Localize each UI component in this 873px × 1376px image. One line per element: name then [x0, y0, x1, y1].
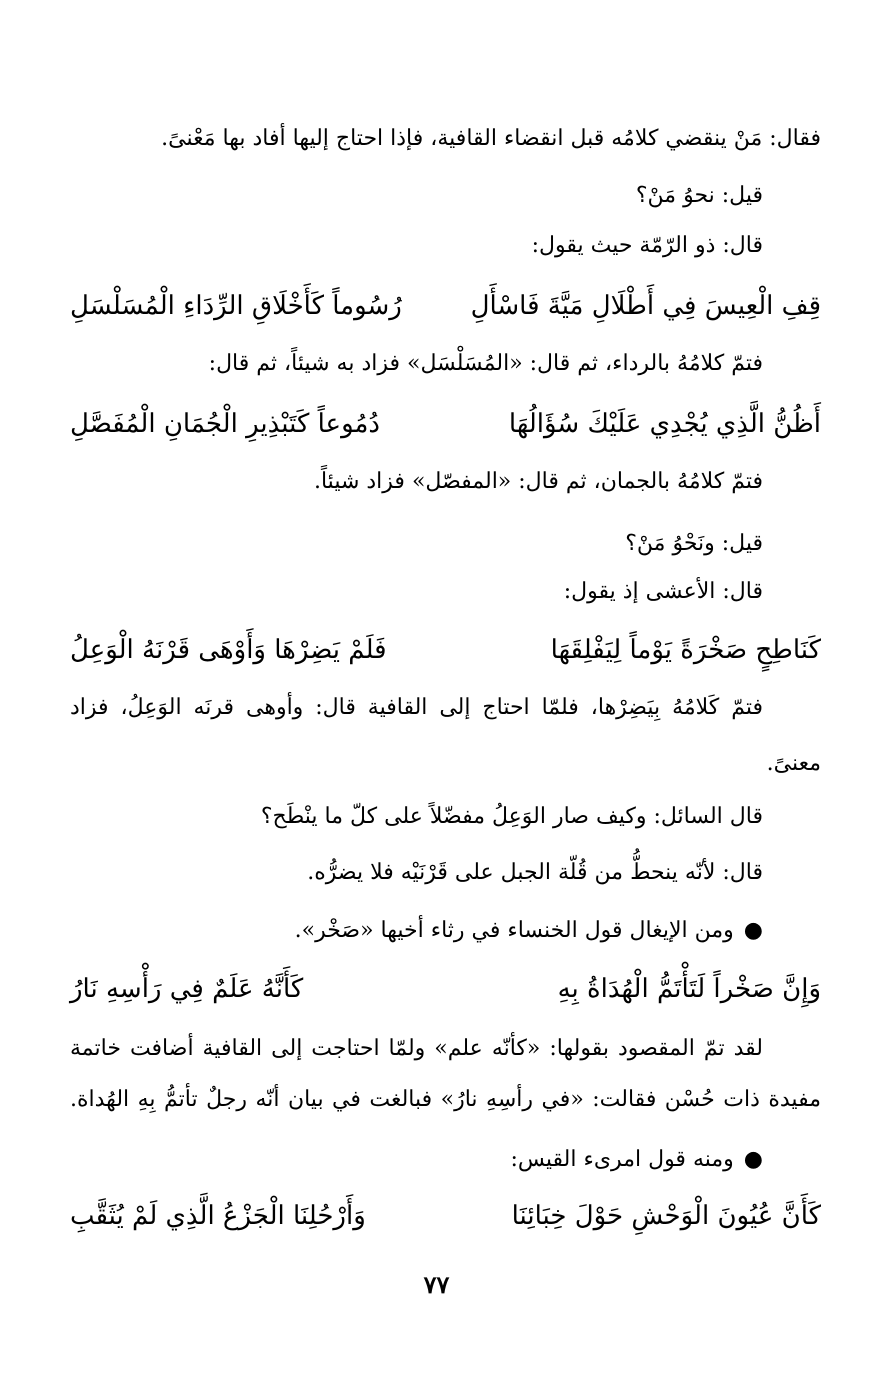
verse-first-hemistich: قِفِ الْعِيسَ فِي أَطْلَالِ مَيَّةَ فَاسْأَلِ	[470, 291, 821, 321]
bullet-paragraph	[70, 1140, 763, 1180]
verse-second-hemistich: وَأَرْحُلِنَا الْجَزْعُ الَّذِي لَمْ يُثَقَّبِ	[70, 1201, 366, 1231]
bullet-paragraph	[70, 911, 763, 951]
verse-second-hemistich: دُمُوعاً كَتَبْذِيرِ الْجُمَانِ الْمُفَصَّلِ	[70, 409, 381, 439]
page-number: ٧٧	[423, 1270, 450, 1299]
paragraph-line: قال السائل: وكيف صار الوَعِلُ مفضّلاً على كلّ ما ينْطَح؟	[260, 804, 763, 829]
paragraph-text: ومن الإيغال قول الخنساء في رثاء أخيها «صَخْر».	[294, 918, 734, 943]
paragraph-line: قال: الأعشى إذ يقول:	[563, 579, 763, 604]
poem-verse	[70, 280, 821, 332]
paragraph-line: قال: ذو الرّمّة حيث يقول:	[531, 233, 763, 258]
paragraph-line: فتمّ كلامُهُ بالرداء، ثم قال: «المُسَلْسَل» فزاد به شيئاً، ثم قال:	[208, 351, 763, 376]
poem-verse	[70, 398, 821, 450]
paragraph-line: قال: لأنّه ينحطُّ من قُلّة الجبل على قَرْنَيْه فلا يضرُّه.	[307, 860, 763, 885]
bullet-icon: ●	[743, 1147, 763, 1172]
bullet-icon: ●	[743, 918, 763, 943]
poem-verse	[70, 1190, 821, 1242]
verse-second-hemistich: كَأَنَّهُ عَلَمٌ فِي رَأْسِهِ نَارُ	[70, 974, 304, 1004]
paragraph-line: مفيدة ذات حُسْن فقالت: «في رأسِهِ نارُ» فبالغت في بيان أنّه رجلٌ تأتمُّ بِهِ الهُداة.	[70, 1087, 821, 1112]
paragraph-line: معنىً.	[766, 751, 821, 776]
poem-verse	[70, 624, 821, 676]
verse-second-hemistich: رُسُوماً كَأَخْلَاقِ الرِّدَاءِ الْمُسَلْسَلِ	[70, 291, 402, 321]
paragraph-line: قيل: نحوُ مَنْ؟	[635, 183, 763, 208]
paragraph-line: فتمّ كلامُهُ بالجمان، ثم قال: «المفصّل» فزاد شيئاً.	[313, 469, 763, 494]
verse-first-hemistich: وَإِنَّ صَخْراً لَتَأْتَمُّ الْهُدَاةُ بِهِ	[557, 974, 821, 1004]
verse-first-hemistich: أَظُنُّ الَّذِي يُجْدِي عَلَيْكَ سُؤَالُهَا	[508, 409, 821, 439]
poem-verse	[70, 963, 821, 1015]
verse-first-hemistich: كَنَاطِحٍ صَخْرَةً يَوْماً لِيَفْلِقَهَا	[550, 635, 821, 665]
verse-second-hemistich: فَلَمْ يَضِرْهَا وَأَوْهَى قَرْنَهُ الْوَعِلُ	[70, 635, 387, 665]
paragraph-line: لقد تمّ المقصود بقولها: «كأنّه علم» ولمّا احتاجت إلى القافية أضافت خاتمة	[70, 1036, 763, 1061]
paragraph-text: ومنه قول امرىء القيس:	[510, 1147, 734, 1172]
paragraph-line: قيل: ونَحْوُ مَنْ؟	[625, 531, 763, 556]
verse-first-hemistich: كَأَنَّ عُيُونَ الْوَحْشِ حَوْلَ خِبَائِنَا	[511, 1201, 821, 1231]
paragraph-line: فقال: مَنْ ينقضي كلامُه قبل انقضاء القافية، فإذا احتاج إليها أفاد بها مَعْنىً.	[161, 126, 821, 151]
paragraph-line: فتمّ كَلامُهُ بِيَضِرْها، فلمّا احتاج إلى القافية قال: وأوهى قرنَه الوَعِلُ، فزاد	[70, 695, 763, 720]
